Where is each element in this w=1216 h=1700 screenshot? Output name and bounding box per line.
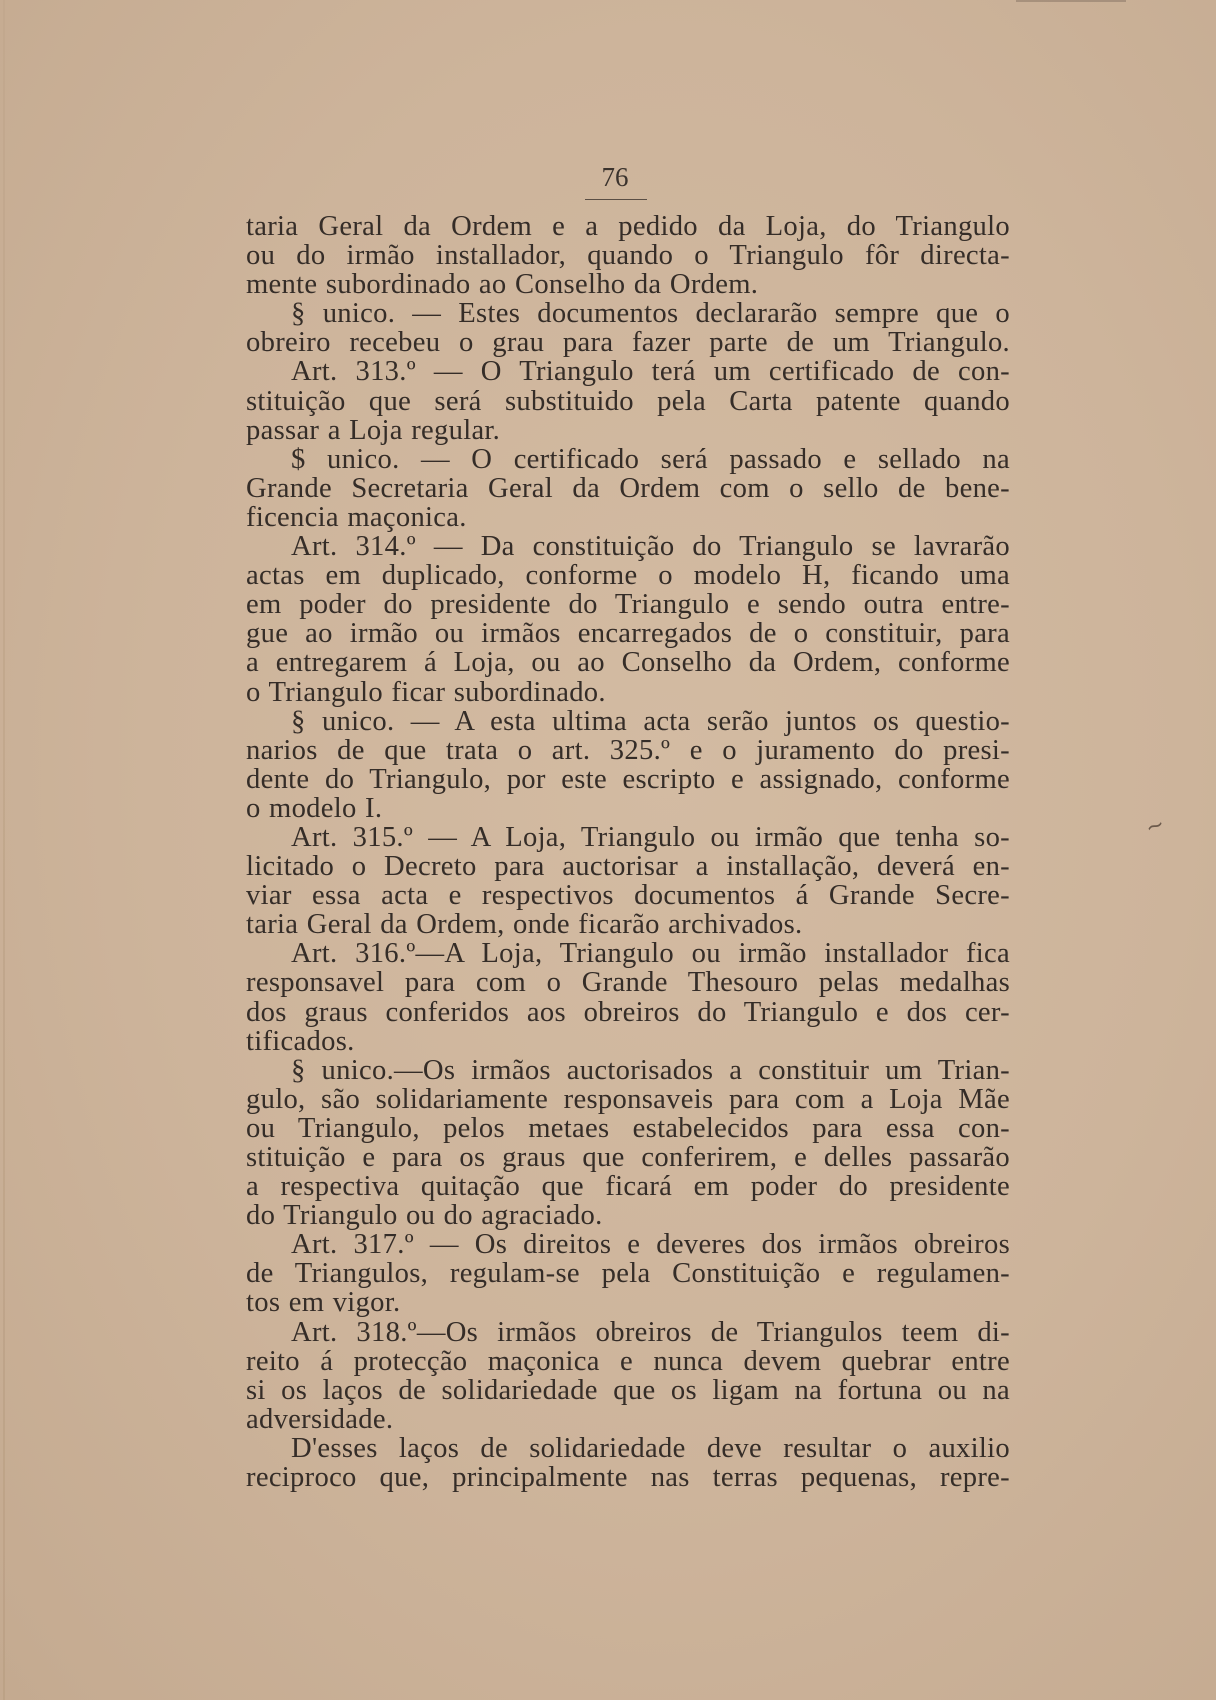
text-line: reciproco que, principalmente nas terras pequenas, repre-	[246, 1462, 1010, 1494]
text-line: dos graus conferidos aos obreiros do Triangulo e dos cer-	[246, 996, 1010, 1028]
text-line: Art. 314.º — Da constituição do Triangulo se lavrarão	[291, 531, 1010, 563]
text-line: mente subordinado ao Conselho da Ordem.	[246, 269, 759, 301]
text-line: viar essa acta e respectivos documentos á Grande Secre-	[246, 880, 1010, 912]
text-line: ou Triangulo, pelos metaes estabelecidos para essa con-	[246, 1112, 1010, 1144]
text-line: do Triangulo ou do agraciado.	[246, 1200, 603, 1232]
text-line: Art. 318.º—Os irmãos obreiros de Triangulos teem di-	[291, 1316, 1010, 1348]
text-line: Art. 313.º — O Triangulo terá um certificado de con-	[291, 356, 1010, 388]
text-line: taria Geral da Ordem e a pedido da Loja, do Triangulo	[246, 211, 1010, 242]
text-line: narios de que trata o art. 325.º e o juramento do presi-	[246, 734, 1010, 766]
body-text	[246, 212, 1010, 1492]
text-line: Art. 316.º—A Loja, Triangulo ou irmão installador fica	[291, 938, 1010, 970]
text-line: passar a Loja regular.	[246, 414, 501, 446]
page-number-rule	[585, 199, 647, 200]
text-line: Art. 315.º — A Loja, Triangulo ou irmão que tenha so-	[291, 821, 1010, 853]
binding-crease	[3, 0, 5, 1700]
text-line: a respectiva quitação que ficará em poder do presidente	[246, 1171, 1010, 1203]
margin-mark: ~	[1142, 811, 1169, 842]
text-line: D'esses laços de solidariedade deve resultar o auxilio	[291, 1432, 1010, 1464]
text-line: o Triangulo ficar subordinado.	[246, 676, 606, 708]
text-line: obreiro recebeu o grau para fazer parte de um Triangulo.	[246, 327, 1010, 359]
text-line: licitado o Decreto para auctorisar a installação, deverá en-	[246, 851, 1010, 883]
text-line: Art. 317.º — Os direitos e deveres dos irmãos obreiros	[291, 1229, 1010, 1261]
text-line: adversidade.	[246, 1403, 394, 1435]
text-line: § unico. — A esta ultima acta serão juntos os questio-	[291, 705, 1010, 737]
text-line: tificados.	[246, 1025, 355, 1057]
page-number: 76	[601, 162, 629, 192]
text-line: ficencia maçonica.	[246, 501, 467, 533]
text-line: de Triangulos, regulam-se pela Constituição e regulamen-	[246, 1258, 1010, 1290]
text-line: responsavel para com o Grande Thesouro pelas medalhas	[246, 967, 1010, 999]
top-edge-rule	[1016, 0, 1126, 2]
text-line: stituição que será substituido pela Carta patente quando	[246, 385, 1010, 417]
text-line: ou do irmão installador, quando o Triangulo fôr directa-	[246, 240, 1010, 272]
text-line: $ unico. — O certificado será passado e sellado na	[291, 443, 1010, 475]
text-line: a entregarem á Loja, ou ao Conselho da Ordem, conforme	[246, 647, 1010, 679]
text-line: gue ao irmão ou irmãos encarregados de o constituir, para	[246, 618, 1010, 650]
text-line: taria Geral da Ordem, onde ficarão archivados.	[246, 909, 803, 941]
text-line: § unico. — Estes documentos declararão sempre que o	[291, 298, 1010, 330]
text-line: o modelo I.	[246, 792, 383, 824]
text-line: tos em vigor.	[246, 1287, 401, 1319]
text-line: gulo, são solidariamente responsaveis para com a Loja Mãe	[246, 1083, 1010, 1115]
text-line: reito á protecção maçonica e nunca devem quebrar entre	[246, 1345, 1010, 1377]
text-line: si os laços de solidariedade que os ligam na fortuna ou na	[246, 1374, 1010, 1406]
text-line: em poder do presidente do Triangulo e sendo outra entre-	[246, 589, 1010, 621]
text-line: § unico.—Os irmãos auctorisados a constituir um Trian-	[291, 1054, 1010, 1086]
text-line: actas em duplicado, conforme o modelo H, ficando uma	[246, 560, 1010, 592]
text-line: dente do Triangulo, por este escripto e assignado, conforme	[246, 763, 1010, 795]
text-line: stituição e para os graus que conferirem, e delles passarão	[246, 1142, 1010, 1173]
text-line: Grande Secretaria Geral da Ordem com o sello de bene-	[246, 472, 1010, 504]
